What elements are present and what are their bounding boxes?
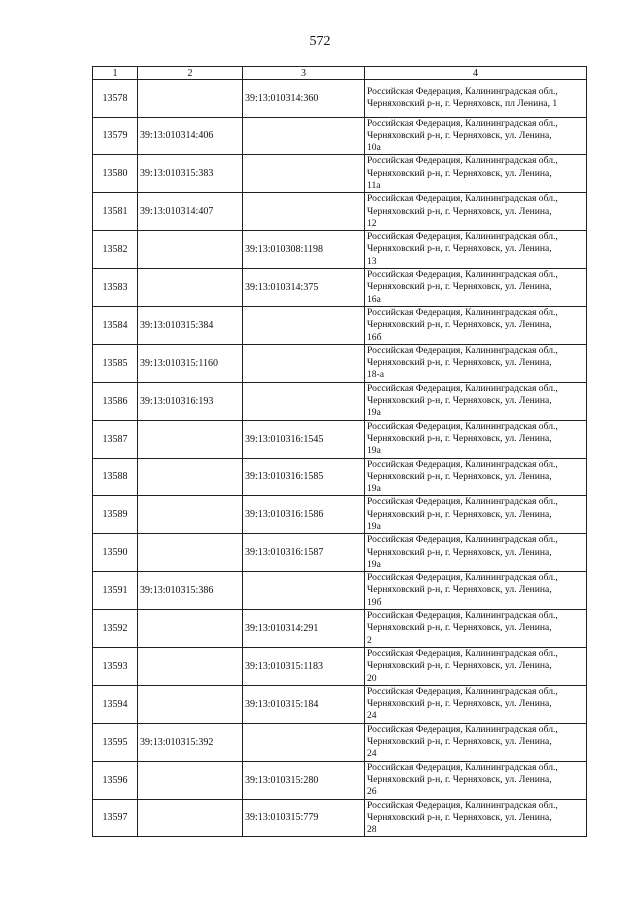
table-row — [93, 534, 587, 572]
address-cell: Российская Федерация, Калининградская обл., Черняховский р-н, г. Черняховск, ул. Ленина, 19а — [365, 496, 587, 534]
row-number-cell: 13586 — [93, 382, 138, 420]
header-col-4: 4 — [365, 67, 587, 80]
address-cell: Российская Федерация, Калининградская обл., Черняховский р-н, г. Черняховск, ул. Ленина, 19а — [365, 534, 587, 572]
table-row — [93, 799, 587, 837]
table-row — [93, 382, 587, 420]
cadastral-number-alt-cell — [243, 306, 365, 344]
address-cell: Российская Федерация, Калининградская обл., Черняховский р-н, г. Черняховск, ул. Ленина, 24 — [365, 685, 587, 723]
table-row — [93, 723, 587, 761]
table-row — [93, 193, 587, 231]
cadastral-number-alt-cell: 39:13:010315:184 — [243, 685, 365, 723]
cadastral-number-cell: 39:13:010315:1160 — [138, 344, 243, 382]
cadastral-number-cell — [138, 458, 243, 496]
address-cell: Российская Федерация, Калининградская обл., Черняховский р-н, г. Черняховск, пл Ленина, 1 — [365, 80, 587, 118]
cadastral-number-cell — [138, 420, 243, 458]
address-cell: Российская Федерация, Калининградская обл., Черняховский р-н, г. Черняховск, ул. Ленина, 16б — [365, 306, 587, 344]
page-number: 572 — [309, 34, 331, 49]
cadastral-number-alt-cell — [243, 193, 365, 231]
cadastral-number-cell: 39:13:010314:407 — [138, 193, 243, 231]
cadastral-number-alt-cell: 39:13:010308:1198 — [243, 231, 365, 269]
row-number-cell: 13596 — [93, 761, 138, 799]
row-number-cell: 13589 — [93, 496, 138, 534]
cadastral-number-alt-cell: 39:13:010316:1587 — [243, 534, 365, 572]
row-number-cell: 13581 — [93, 193, 138, 231]
address-cell: Российская Федерация, Калининградская обл., Черняховский р-н, г. Черняховск, ул. Ленина, 28 — [365, 799, 587, 837]
address-cell: Российская Федерация, Калининградская обл., Черняховский р-н, г. Черняховск, ул. Ленина, 24 — [365, 723, 587, 761]
cadastral-number-alt-cell — [243, 344, 365, 382]
cadastral-number-cell: 39:13:010315:384 — [138, 306, 243, 344]
table-row — [93, 496, 587, 534]
cadastral-number-alt-cell: 39:13:010316:1585 — [243, 458, 365, 496]
address-cell: Российская Федерация, Калининградская обл., Черняховский р-н, г. Черняховск, ул. Ленина, 13 — [365, 231, 587, 269]
table-row — [93, 610, 587, 648]
address-cell: Российская Федерация, Калининградская обл., Черняховский р-н, г. Черняховск, ул. Ленина, 26 — [365, 761, 587, 799]
row-number-cell: 13587 — [93, 420, 138, 458]
cadastral-number-cell — [138, 685, 243, 723]
header-col-1: 1 — [93, 67, 138, 80]
row-number-cell: 13579 — [93, 117, 138, 155]
cadastral-number-cell — [138, 80, 243, 118]
cadastral-number-cell: 39:13:010315:386 — [138, 572, 243, 610]
address-cell: Российская Федерация, Калининградская обл., Черняховский р-н, г. Черняховск, ул. Ленина, 19а — [365, 382, 587, 420]
cadastral-number-alt-cell: 39:13:010314:360 — [243, 80, 365, 118]
cadastral-number-alt-cell — [243, 572, 365, 610]
cadastral-number-alt-cell: 39:13:010315:779 — [243, 799, 365, 837]
registry-table — [92, 66, 587, 837]
cadastral-number-alt-cell: 39:13:010315:1183 — [243, 647, 365, 685]
cadastral-number-alt-cell: 39:13:010314:291 — [243, 610, 365, 648]
cadastral-number-cell: 39:13:010316:193 — [138, 382, 243, 420]
row-number-cell: 13590 — [93, 534, 138, 572]
cadastral-number-cell — [138, 761, 243, 799]
table-row — [93, 80, 587, 118]
table-row — [93, 344, 587, 382]
table-body — [93, 80, 587, 837]
cadastral-number-cell — [138, 647, 243, 685]
row-number-cell: 13593 — [93, 647, 138, 685]
address-cell: Российская Федерация, Калининградская обл., Черняховский р-н, г. Черняховск, ул. Ленина, 19а — [365, 458, 587, 496]
row-number-cell: 13592 — [93, 610, 138, 648]
header-row — [93, 67, 587, 80]
row-number-cell: 13578 — [93, 80, 138, 118]
cadastral-number-alt-cell — [243, 382, 365, 420]
table-row — [93, 572, 587, 610]
table-row — [93, 685, 587, 723]
header-col-2: 2 — [138, 67, 243, 80]
table-row — [93, 155, 587, 193]
table-row — [93, 761, 587, 799]
cadastral-number-cell — [138, 534, 243, 572]
table-row — [93, 647, 587, 685]
table-row — [93, 306, 587, 344]
cadastral-number-cell: 39:13:010315:383 — [138, 155, 243, 193]
row-number-cell: 13591 — [93, 572, 138, 610]
table-header — [93, 67, 587, 80]
cadastral-number-alt-cell: 39:13:010316:1545 — [243, 420, 365, 458]
cadastral-number-alt-cell — [243, 155, 365, 193]
row-number-cell: 13597 — [93, 799, 138, 837]
table-row — [93, 420, 587, 458]
address-cell: Российская Федерация, Калининградская обл., Черняховский р-н, г. Черняховск, ул. Ленина, 19а — [365, 420, 587, 458]
row-number-cell: 13583 — [93, 269, 138, 307]
address-cell: Российская Федерация, Калининградская обл., Черняховский р-н, г. Черняховск, ул. Ленина, 10а — [365, 117, 587, 155]
row-number-cell: 13594 — [93, 685, 138, 723]
row-number-cell: 13582 — [93, 231, 138, 269]
row-number-cell: 13584 — [93, 306, 138, 344]
address-cell: Российская Федерация, Калининградская обл., Черняховский р-н, г. Черняховск, ул. Ленина, 16а — [365, 269, 587, 307]
table-row — [93, 231, 587, 269]
address-cell: Российская Федерация, Калининградская обл., Черняховский р-н, г. Черняховск, ул. Ленина, 19б — [365, 572, 587, 610]
cadastral-number-alt-cell — [243, 723, 365, 761]
table-row — [93, 269, 587, 307]
address-cell: Российская Федерация, Калининградская обл., Черняховский р-н, г. Черняховск, ул. Ленина, 20 — [365, 647, 587, 685]
address-cell: Российская Федерация, Калининградская обл., Черняховский р-н, г. Черняховск, ул. Ленина, 2 — [365, 610, 587, 648]
cadastral-number-cell: 39:13:010314:406 — [138, 117, 243, 155]
row-number-cell: 13585 — [93, 344, 138, 382]
cadastral-number-cell — [138, 610, 243, 648]
header-col-3: 3 — [243, 67, 365, 80]
cadastral-number-alt-cell: 39:13:010315:280 — [243, 761, 365, 799]
row-number-cell: 13588 — [93, 458, 138, 496]
address-cell: Российская Федерация, Калининградская обл., Черняховский р-н, г. Черняховск, ул. Ленина, 18-а — [365, 344, 587, 382]
row-number-cell: 13580 — [93, 155, 138, 193]
table-row — [93, 458, 587, 496]
cadastral-number-alt-cell: 39:13:010314:375 — [243, 269, 365, 307]
cadastral-number-cell — [138, 231, 243, 269]
table-row — [93, 117, 587, 155]
cadastral-number-alt-cell — [243, 117, 365, 155]
cadastral-number-cell — [138, 269, 243, 307]
cadastral-number-cell — [138, 799, 243, 837]
cadastral-number-cell — [138, 496, 243, 534]
cadastral-number-alt-cell: 39:13:010316:1586 — [243, 496, 365, 534]
cadastral-number-cell: 39:13:010315:392 — [138, 723, 243, 761]
row-number-cell: 13595 — [93, 723, 138, 761]
address-cell: Российская Федерация, Калининградская обл., Черняховский р-н, г. Черняховск, ул. Ленина, 11а — [365, 155, 587, 193]
address-cell: Российская Федерация, Калининградская обл., Черняховский р-н, г. Черняховск, ул. Ленина, 12 — [365, 193, 587, 231]
